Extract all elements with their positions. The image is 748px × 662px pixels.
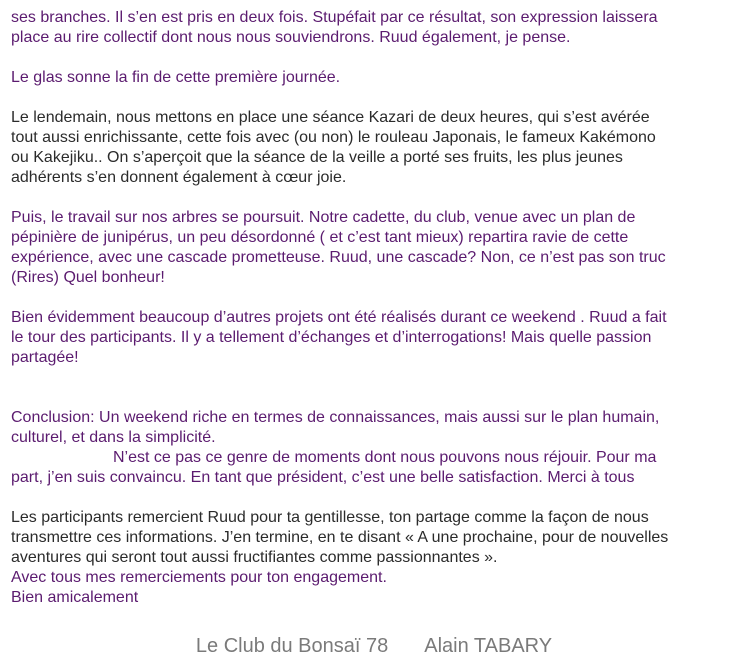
paragraph-5 [11,308,741,368]
line: Les participants remercient Ruud pour ta gentillesse, ton partage comme la façon de nous [11,509,649,526]
line: expérience, avec une cascade prometteuse. Ruud, une cascade? Non, ce n’est pas son truc [11,249,666,266]
paragraph-4 [11,208,741,288]
page-footer [0,634,748,658]
line: Conclusion: Un weekend riche en termes de connaissances, mais aussi sur le plan humain, [11,409,660,426]
line: Puis, le travail sur nos arbres se poursuit. Notre cadette, du club, venue avec un plan de [11,209,636,226]
line: partagée! [11,349,79,366]
line: (Rires) Quel bonheur! [11,269,165,286]
footer-club-name: Le Club du Bonsaï 78 [195,635,389,657]
paragraph-closing [11,508,741,608]
line: ses branches. Il s’en est pris en deux fois. Stupéfait par ce résultat, son expression laissera [11,9,658,26]
line: Avec tous mes remerciements pour ton engagement. [11,569,387,586]
paragraph-1 [11,8,741,48]
line: Bien amicalement [11,589,139,606]
paragraph-2 [11,68,741,88]
line: part, j’en suis convaincu. En tant que président, c’est une belle satisfaction. Merci à tous [11,469,635,486]
line: Le glas sonne la fin de cette première journée. [11,69,341,86]
document-body [11,8,741,608]
paragraph-3 [11,108,741,188]
line: place au rire collectif dont nous nous souviendrons. Ruud également, je pense. [11,29,571,46]
line: le tour des participants. Il y a tellement d’échanges et d’interrogations! Mais quelle passion [11,329,652,346]
line: pépinière de junipérus, un peu désordonné ( et c’est tant mieux) repartira ravie de cette [11,229,629,246]
line: Bien évidemment beaucoup d’autres projets ont été réalisés durant ce weekend . Ruud a fait [11,309,667,326]
line: N’est ce pas ce genre de moments dont nous pouvons nous réjouir. Pour ma [113,449,657,466]
line: aventures qui seront tout aussi fructifiantes comme passionnantes ». [11,549,498,566]
line: transmettre ces informations. J’en termine, en te disant « A une prochaine, pour de nouvelles [11,529,669,546]
line: Le lendemain, nous mettons en place une séance Kazari de deux heures, qui s’est avérée [11,109,650,126]
line: adhérents s’en donnent également à cœur joie. [11,169,347,186]
line: ou Kakejiku.. On s’aperçoit que la séance de la veille a porté ses fruits, les plus jeunes [11,149,623,166]
line: culturel, et dans la simplicité. [11,429,216,446]
paragraph-conclusion [11,408,741,488]
line: tout aussi enrichissante, cette fois avec (ou non) le rouleau Japonais, le fameux Kakémono [11,129,656,146]
footer-author: Alain TABARY [424,635,553,657]
